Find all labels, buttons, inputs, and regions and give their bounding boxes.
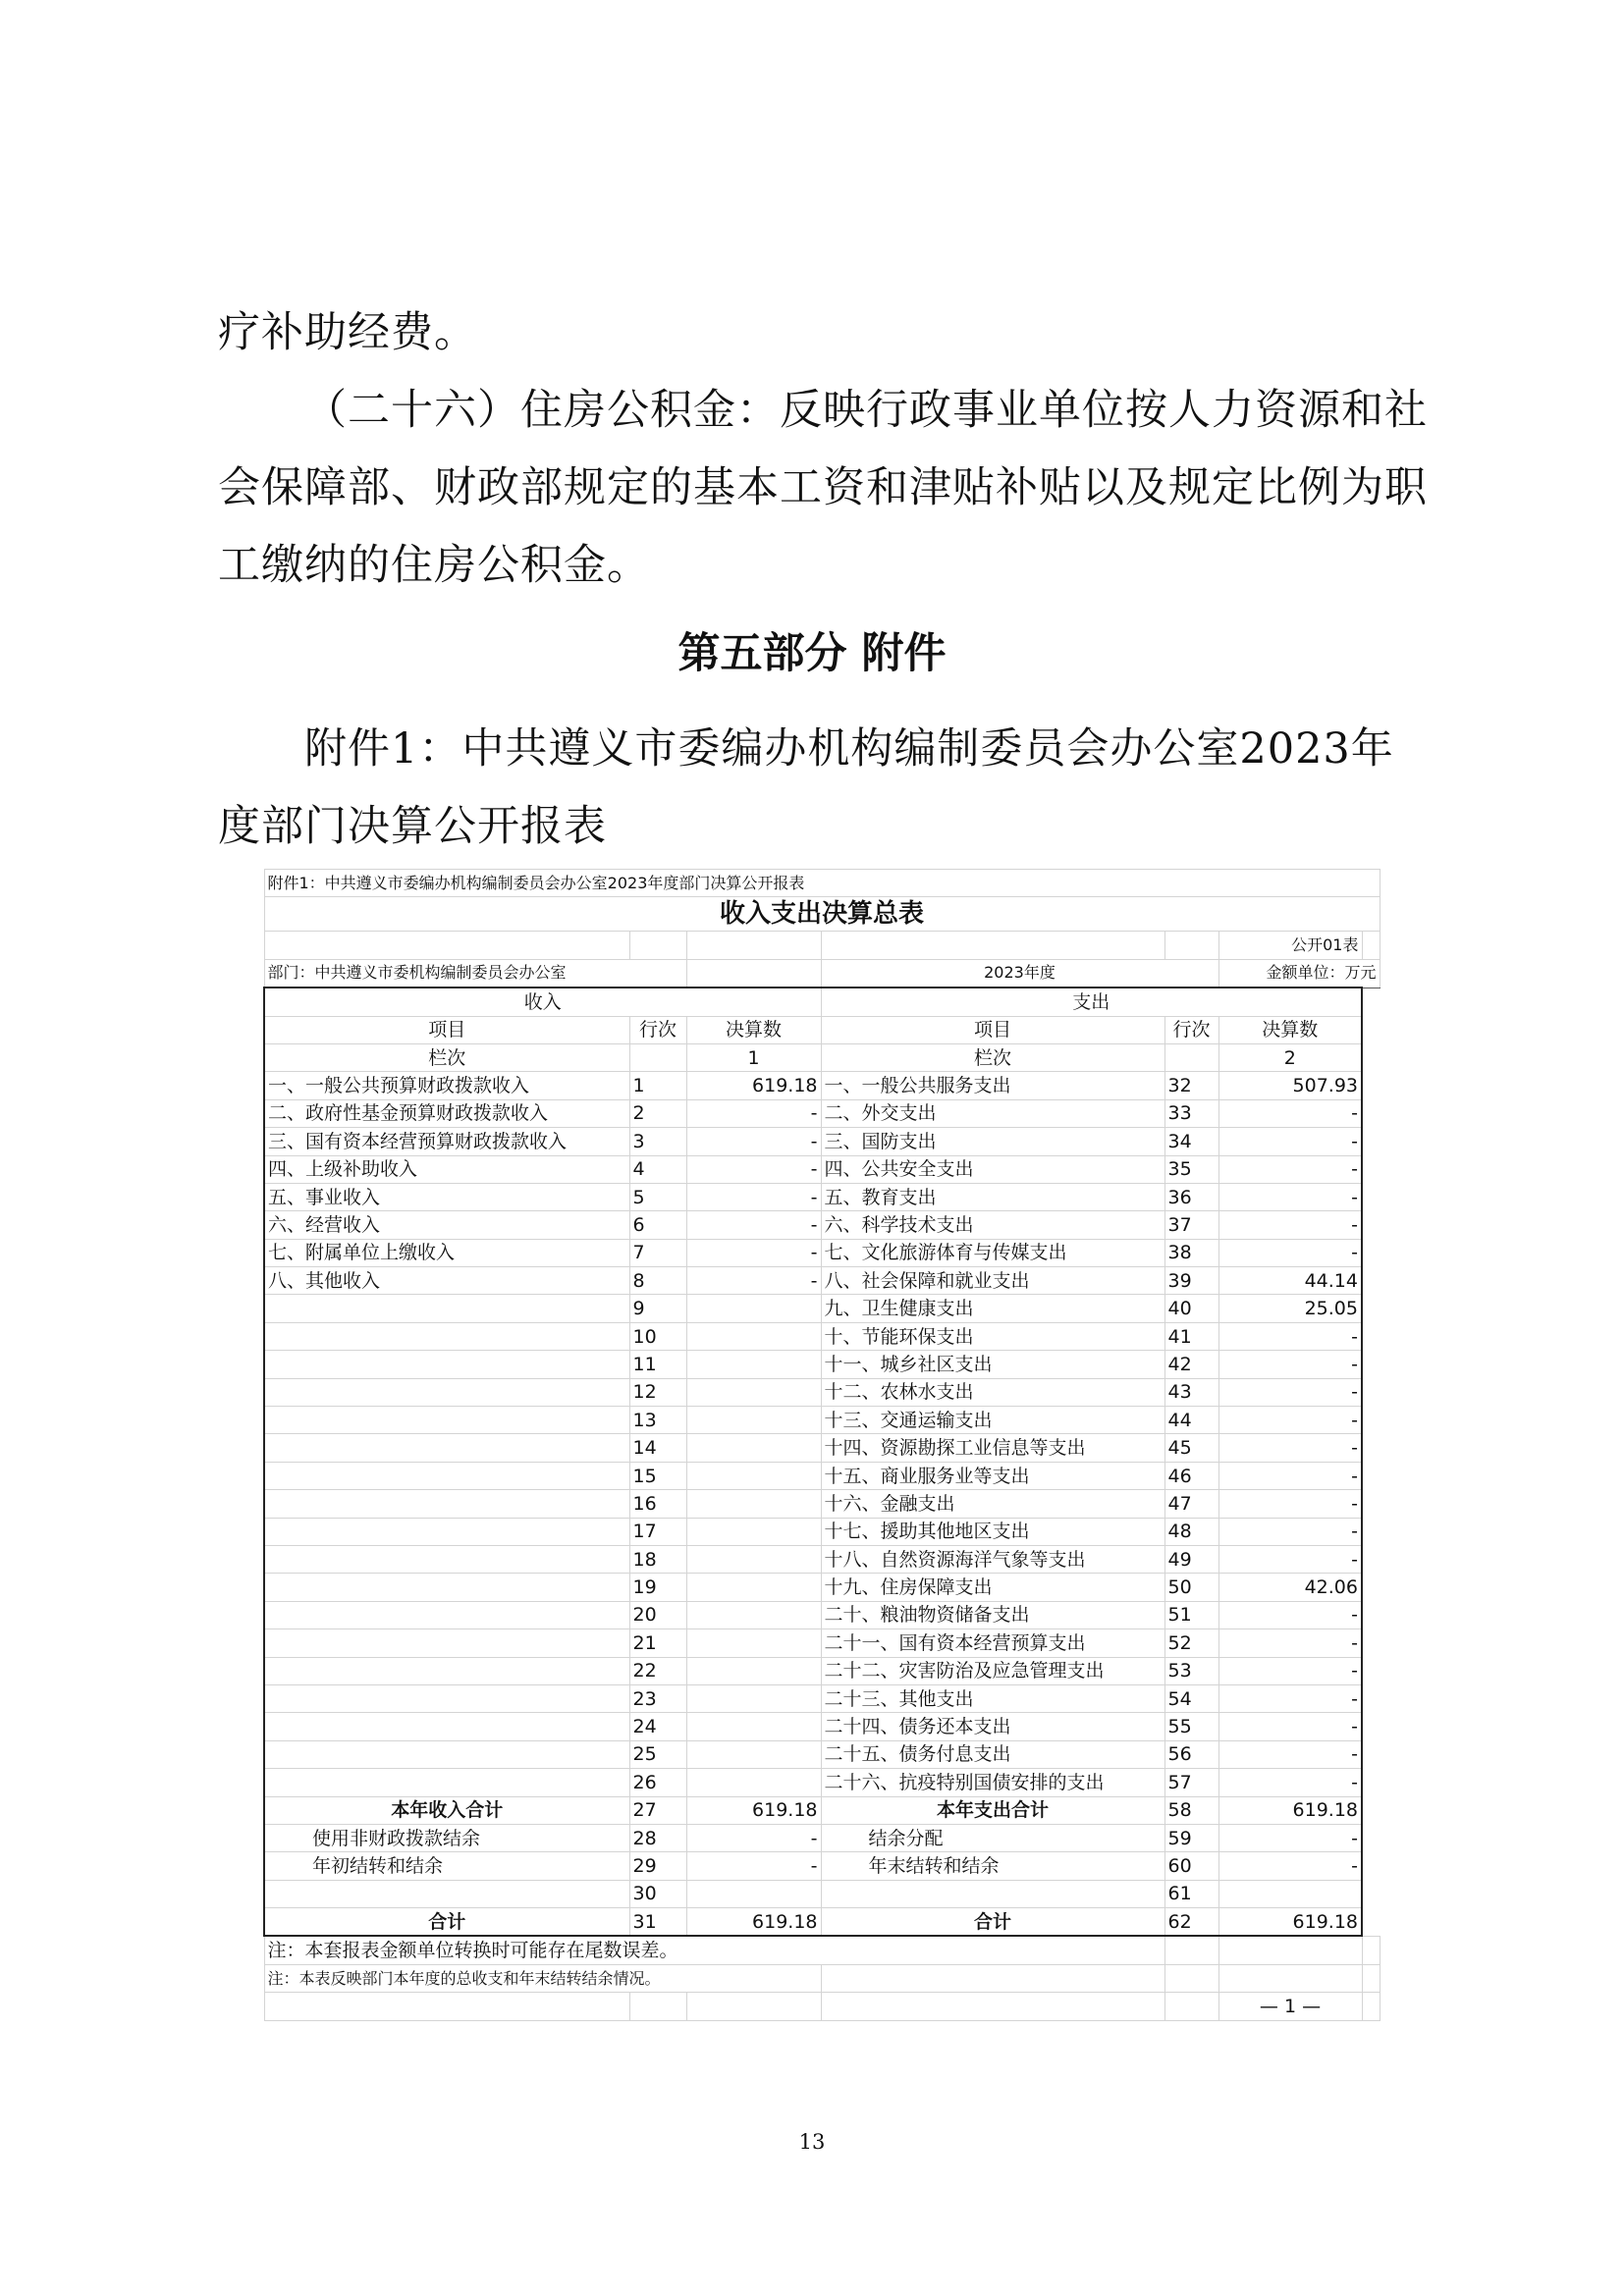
income-item xyxy=(264,1462,629,1489)
expense-line: 41 xyxy=(1164,1322,1218,1350)
fiscal-year: 2023年度 xyxy=(821,959,1218,988)
expense-item: 九、卫生健康支出 xyxy=(821,1295,1164,1322)
income-amount-header: 决算数 xyxy=(686,1016,821,1043)
income-expense-table xyxy=(263,869,1380,2021)
income-line: 9 xyxy=(629,1295,686,1322)
expense-line: 60 xyxy=(1164,1852,1218,1880)
expense-amount: - xyxy=(1218,1099,1362,1127)
income-item xyxy=(264,1351,629,1378)
expense-item: 二十五、债务付息支出 xyxy=(821,1740,1164,1768)
income-line: 18 xyxy=(629,1545,686,1573)
income-line: 3 xyxy=(629,1128,686,1155)
expense-item: 三、国防支出 xyxy=(821,1128,1164,1155)
expense-line: 42 xyxy=(1164,1351,1218,1378)
income-line: 29 xyxy=(629,1852,686,1880)
table-row xyxy=(264,1574,1380,1601)
income-amount xyxy=(686,1378,821,1406)
expense-total-amount: 619.18 xyxy=(1218,1796,1362,1824)
expense-item: 二、外交支出 xyxy=(821,1099,1164,1127)
expense-lanci-label: 栏次 xyxy=(821,1043,1164,1071)
expense-item: 十四、资源勘探工业信息等支出 xyxy=(821,1434,1164,1462)
expense-header: 支出 xyxy=(821,988,1362,1016)
table-note-1: 注：本套报表金额单位转换时可能存在尾数误差。 xyxy=(264,1936,1164,1964)
expense-item: 十九、住房保障支出 xyxy=(821,1574,1164,1601)
income-item xyxy=(264,1574,629,1601)
income-line-header: 行次 xyxy=(629,1016,686,1043)
expense-amount: - xyxy=(1218,1155,1362,1183)
income-line: 5 xyxy=(629,1183,686,1210)
expense-item: 五、教育支出 xyxy=(821,1183,1164,1210)
income-line: 15 xyxy=(629,1462,686,1489)
expense-line: 35 xyxy=(1164,1155,1218,1183)
expense-amount xyxy=(1218,1880,1362,1907)
expense-amount: - xyxy=(1218,1545,1362,1573)
income-amount: - xyxy=(686,1852,821,1880)
expense-line: 38 xyxy=(1164,1239,1218,1266)
expense-line: 57 xyxy=(1164,1769,1218,1796)
expense-line: 46 xyxy=(1164,1462,1218,1489)
expense-item: 二十二、灾害防治及应急管理支出 xyxy=(821,1657,1164,1684)
expense-amount: 25.05 xyxy=(1218,1295,1362,1322)
income-amount xyxy=(686,1740,821,1768)
income-amount xyxy=(686,1574,821,1601)
table-row xyxy=(264,1629,1380,1657)
paragraph-housing-fund: （二十六）住房公积金：反映行政事业单位按人力资源和社会保障部、财政部规定的基本工资和津贴补贴以及规定比例为职工缴纳的住房公积金。 xyxy=(218,386,1428,590)
income-amount xyxy=(686,1769,821,1796)
table-row xyxy=(264,1378,1380,1406)
income-item: 六、经营收入 xyxy=(264,1211,629,1239)
expense-line: 47 xyxy=(1164,1490,1218,1518)
expense-item: 年末结转和结余 xyxy=(821,1852,1164,1880)
income-amount xyxy=(686,1407,821,1434)
paragraph-tail: 疗补助经费。 xyxy=(218,308,477,357)
table-row xyxy=(264,1462,1380,1489)
income-total-label: 本年收入合计 xyxy=(264,1796,629,1824)
expense-total-line: 58 xyxy=(1164,1796,1218,1824)
income-amount xyxy=(686,1462,821,1489)
expense-line: 33 xyxy=(1164,1099,1218,1127)
expense-line: 55 xyxy=(1164,1713,1218,1740)
table-row xyxy=(264,1684,1380,1712)
income-header: 收入 xyxy=(264,988,821,1016)
table-caption: 附件1：中共遵义市委编办机构编制委员会办公室2023年度部门决算公开报表 xyxy=(264,870,1380,897)
expense-item: 十二、农林水支出 xyxy=(821,1378,1164,1406)
income-line: 26 xyxy=(629,1769,686,1796)
table-row xyxy=(264,1545,1380,1573)
expense-line: 56 xyxy=(1164,1740,1218,1768)
expense-item xyxy=(821,1880,1164,1907)
income-item xyxy=(264,1657,629,1684)
table-row xyxy=(264,1211,1380,1239)
table-row xyxy=(264,1407,1380,1434)
expense-lanci-number: 2 xyxy=(1218,1043,1362,1071)
table-row xyxy=(264,1295,1380,1322)
income-line: 6 xyxy=(629,1211,686,1239)
expense-line: 40 xyxy=(1164,1295,1218,1322)
income-amount xyxy=(686,1322,821,1350)
table-title: 收入支出决算总表 xyxy=(264,897,1380,932)
income-line: 4 xyxy=(629,1155,686,1183)
expense-amount: - xyxy=(1218,1239,1362,1266)
page-number: 13 xyxy=(798,2130,826,2154)
income-item xyxy=(264,1684,629,1712)
income-amount: - xyxy=(686,1824,821,1851)
income-item: 年初结转和结余 xyxy=(264,1852,629,1880)
income-item xyxy=(264,1769,629,1796)
expense-line: 48 xyxy=(1164,1518,1218,1545)
income-line: 24 xyxy=(629,1713,686,1740)
income-line: 10 xyxy=(629,1322,686,1350)
table-row xyxy=(264,1155,1380,1183)
income-amount xyxy=(686,1490,821,1518)
income-amount: - xyxy=(686,1239,821,1266)
income-line: 20 xyxy=(629,1601,686,1629)
income-line: 30 xyxy=(629,1880,686,1907)
income-line: 12 xyxy=(629,1378,686,1406)
expense-item: 十五、商业服务业等支出 xyxy=(821,1462,1164,1489)
income-amount: 619.18 xyxy=(686,1072,821,1099)
sheet-page-number: — 1 — xyxy=(1218,1993,1362,2020)
income-amount: - xyxy=(686,1155,821,1183)
income-line: 7 xyxy=(629,1239,686,1266)
income-item: 四、上级补助收入 xyxy=(264,1155,629,1183)
table-row xyxy=(264,1351,1380,1378)
expense-item: 十六、金融支出 xyxy=(821,1490,1164,1518)
income-item xyxy=(264,1713,629,1740)
income-line: 21 xyxy=(629,1629,686,1657)
expense-item: 十七、援助其他地区支出 xyxy=(821,1518,1164,1545)
expense-item: 八、社会保障和就业支出 xyxy=(821,1267,1164,1295)
income-item xyxy=(264,1434,629,1462)
income-amount: - xyxy=(686,1099,821,1127)
expense-amount: - xyxy=(1218,1378,1362,1406)
income-line: 11 xyxy=(629,1351,686,1378)
income-amount: - xyxy=(686,1128,821,1155)
income-item xyxy=(264,1490,629,1518)
expense-line: 36 xyxy=(1164,1183,1218,1210)
income-amount xyxy=(686,1629,821,1657)
expense-item-header: 项目 xyxy=(821,1016,1164,1043)
income-item xyxy=(264,1378,629,1406)
expense-amount: - xyxy=(1218,1769,1362,1796)
expense-item: 一、一般公共服务支出 xyxy=(821,1072,1164,1099)
department-label: 部门：中共遵义市委机构编制委员会办公室 xyxy=(264,959,686,988)
expense-line: 44 xyxy=(1164,1407,1218,1434)
expense-amount: - xyxy=(1218,1740,1362,1768)
income-line: 13 xyxy=(629,1407,686,1434)
table-row xyxy=(264,1267,1380,1295)
income-item: 七、附属单位上缴收入 xyxy=(264,1239,629,1266)
expense-amount: - xyxy=(1218,1434,1362,1462)
income-amount xyxy=(686,1434,821,1462)
expense-item: 四、公共安全支出 xyxy=(821,1155,1164,1183)
table-row xyxy=(264,1128,1380,1155)
table-row xyxy=(264,1183,1380,1210)
expense-amount: - xyxy=(1218,1713,1362,1740)
expense-item: 二十三、其他支出 xyxy=(821,1684,1164,1712)
expense-total-label: 本年支出合计 xyxy=(821,1796,1164,1824)
income-line: 22 xyxy=(629,1657,686,1684)
table-row xyxy=(264,1769,1380,1796)
expense-line: 43 xyxy=(1164,1378,1218,1406)
expense-amount: 507.93 xyxy=(1218,1072,1362,1099)
income-amount xyxy=(686,1601,821,1629)
expense-item: 二十、粮油物资储备支出 xyxy=(821,1601,1164,1629)
income-line: 2 xyxy=(629,1099,686,1127)
table-row xyxy=(264,1490,1380,1518)
income-amount xyxy=(686,1351,821,1378)
expense-amount: - xyxy=(1218,1407,1362,1434)
income-lanci-number: 1 xyxy=(686,1043,821,1071)
expense-amount: - xyxy=(1218,1490,1362,1518)
expense-amount: 42.06 xyxy=(1218,1574,1362,1601)
income-line: 16 xyxy=(629,1490,686,1518)
expense-amount-header: 决算数 xyxy=(1218,1016,1362,1043)
expense-item: 十八、自然资源海洋气象等支出 xyxy=(821,1545,1164,1573)
expense-line: 61 xyxy=(1164,1880,1218,1907)
expense-item: 十、节能环保支出 xyxy=(821,1322,1164,1350)
income-total-amount: 619.18 xyxy=(686,1796,821,1824)
expense-line: 54 xyxy=(1164,1684,1218,1712)
income-item xyxy=(264,1322,629,1350)
expense-line: 50 xyxy=(1164,1574,1218,1601)
expense-amount: - xyxy=(1218,1518,1362,1545)
section-heading: 第五部分 附件 xyxy=(677,629,947,678)
table-row xyxy=(264,1880,1380,1907)
expense-item: 十三、交通运输支出 xyxy=(821,1407,1164,1434)
table-row xyxy=(264,1099,1380,1127)
form-code: 公开01表 xyxy=(1218,932,1362,959)
grand-total-expense-label: 合计 xyxy=(821,1908,1164,1937)
table-row xyxy=(264,1518,1380,1545)
income-item: 三、国有资本经营预算财政拨款收入 xyxy=(264,1128,629,1155)
amount-unit: 金额单位：万元 xyxy=(1218,959,1380,988)
expense-line: 51 xyxy=(1164,1601,1218,1629)
expense-amount: - xyxy=(1218,1629,1362,1657)
income-item xyxy=(264,1518,629,1545)
expense-line: 52 xyxy=(1164,1629,1218,1657)
expense-amount: - xyxy=(1218,1852,1362,1880)
income-amount xyxy=(686,1545,821,1573)
table-row xyxy=(264,1239,1380,1266)
income-amount: - xyxy=(686,1211,821,1239)
grand-total-income-line: 31 xyxy=(629,1908,686,1937)
income-amount: - xyxy=(686,1183,821,1210)
income-item xyxy=(264,1880,629,1907)
table-row xyxy=(264,1322,1380,1350)
expense-line: 37 xyxy=(1164,1211,1218,1239)
expense-item: 十一、城乡社区支出 xyxy=(821,1351,1164,1378)
expense-item: 二十六、抗疫特别国债安排的支出 xyxy=(821,1769,1164,1796)
table-row xyxy=(264,1601,1380,1629)
grand-total-income-amount: 619.18 xyxy=(686,1908,821,1937)
income-item xyxy=(264,1740,629,1768)
table-row xyxy=(264,1824,1380,1851)
expense-amount: - xyxy=(1218,1824,1362,1851)
expense-line-header: 行次 xyxy=(1164,1016,1218,1043)
income-line: 17 xyxy=(629,1518,686,1545)
table-note-2: 注：本表反映部门本年度的总收支和年末结转结余情况。 xyxy=(264,1964,821,1992)
income-amount xyxy=(686,1295,821,1322)
expense-amount: - xyxy=(1218,1351,1362,1378)
income-item xyxy=(264,1295,629,1322)
expense-line: 53 xyxy=(1164,1657,1218,1684)
expense-amount: - xyxy=(1218,1684,1362,1712)
expense-amount: - xyxy=(1218,1462,1362,1489)
expense-amount: - xyxy=(1218,1211,1362,1239)
income-item xyxy=(264,1407,629,1434)
income-amount: - xyxy=(686,1267,821,1295)
expense-line: 39 xyxy=(1164,1267,1218,1295)
income-line: 28 xyxy=(629,1824,686,1851)
grand-total-expense-amount: 619.18 xyxy=(1218,1908,1362,1937)
income-lanci-label: 栏次 xyxy=(264,1043,629,1071)
expense-item: 二十四、债务还本支出 xyxy=(821,1713,1164,1740)
expense-amount: - xyxy=(1218,1128,1362,1155)
income-line: 23 xyxy=(629,1684,686,1712)
expense-item: 七、文化旅游体育与传媒支出 xyxy=(821,1239,1164,1266)
grand-total-expense-line: 62 xyxy=(1164,1908,1218,1937)
income-item: 五、事业收入 xyxy=(264,1183,629,1210)
income-item: 二、政府性基金预算财政拨款收入 xyxy=(264,1099,629,1127)
income-line: 19 xyxy=(629,1574,686,1601)
table-row xyxy=(264,1740,1380,1768)
income-item-header: 项目 xyxy=(264,1016,629,1043)
table-row xyxy=(264,1713,1380,1740)
table-row xyxy=(264,1434,1380,1462)
expense-line: 34 xyxy=(1164,1128,1218,1155)
income-item xyxy=(264,1545,629,1573)
income-amount xyxy=(686,1880,821,1907)
income-amount xyxy=(686,1657,821,1684)
table-row xyxy=(264,1072,1380,1099)
grand-total-income-label: 合计 xyxy=(264,1908,629,1937)
expense-amount: - xyxy=(1218,1322,1362,1350)
income-line: 8 xyxy=(629,1267,686,1295)
income-total-line: 27 xyxy=(629,1796,686,1824)
expense-line: 32 xyxy=(1164,1072,1218,1099)
attachment-title: 附件1：中共遵义市委编办机构编制委员会办公室2023年度部门决算公开报表 xyxy=(218,724,1394,851)
expense-amount: 44.14 xyxy=(1218,1267,1362,1295)
expense-amount: - xyxy=(1218,1183,1362,1210)
income-line: 14 xyxy=(629,1434,686,1462)
income-item: 一、一般公共预算财政拨款收入 xyxy=(264,1072,629,1099)
expense-item: 二十一、国有资本经营预算支出 xyxy=(821,1629,1164,1657)
expense-amount: - xyxy=(1218,1657,1362,1684)
income-line: 1 xyxy=(629,1072,686,1099)
income-line: 25 xyxy=(629,1740,686,1768)
income-item: 八、其他收入 xyxy=(264,1267,629,1295)
expense-item: 结余分配 xyxy=(821,1824,1164,1851)
income-item xyxy=(264,1629,629,1657)
expense-line: 45 xyxy=(1164,1434,1218,1462)
table-row xyxy=(264,1657,1380,1684)
expense-line: 49 xyxy=(1164,1545,1218,1573)
expense-item: 六、科学技术支出 xyxy=(821,1211,1164,1239)
income-item: 使用非财政拨款结余 xyxy=(264,1824,629,1851)
income-amount xyxy=(686,1713,821,1740)
income-amount xyxy=(686,1684,821,1712)
income-item xyxy=(264,1601,629,1629)
table-row xyxy=(264,1852,1380,1880)
expense-amount: - xyxy=(1218,1601,1362,1629)
income-amount xyxy=(686,1518,821,1545)
expense-line: 59 xyxy=(1164,1824,1218,1851)
